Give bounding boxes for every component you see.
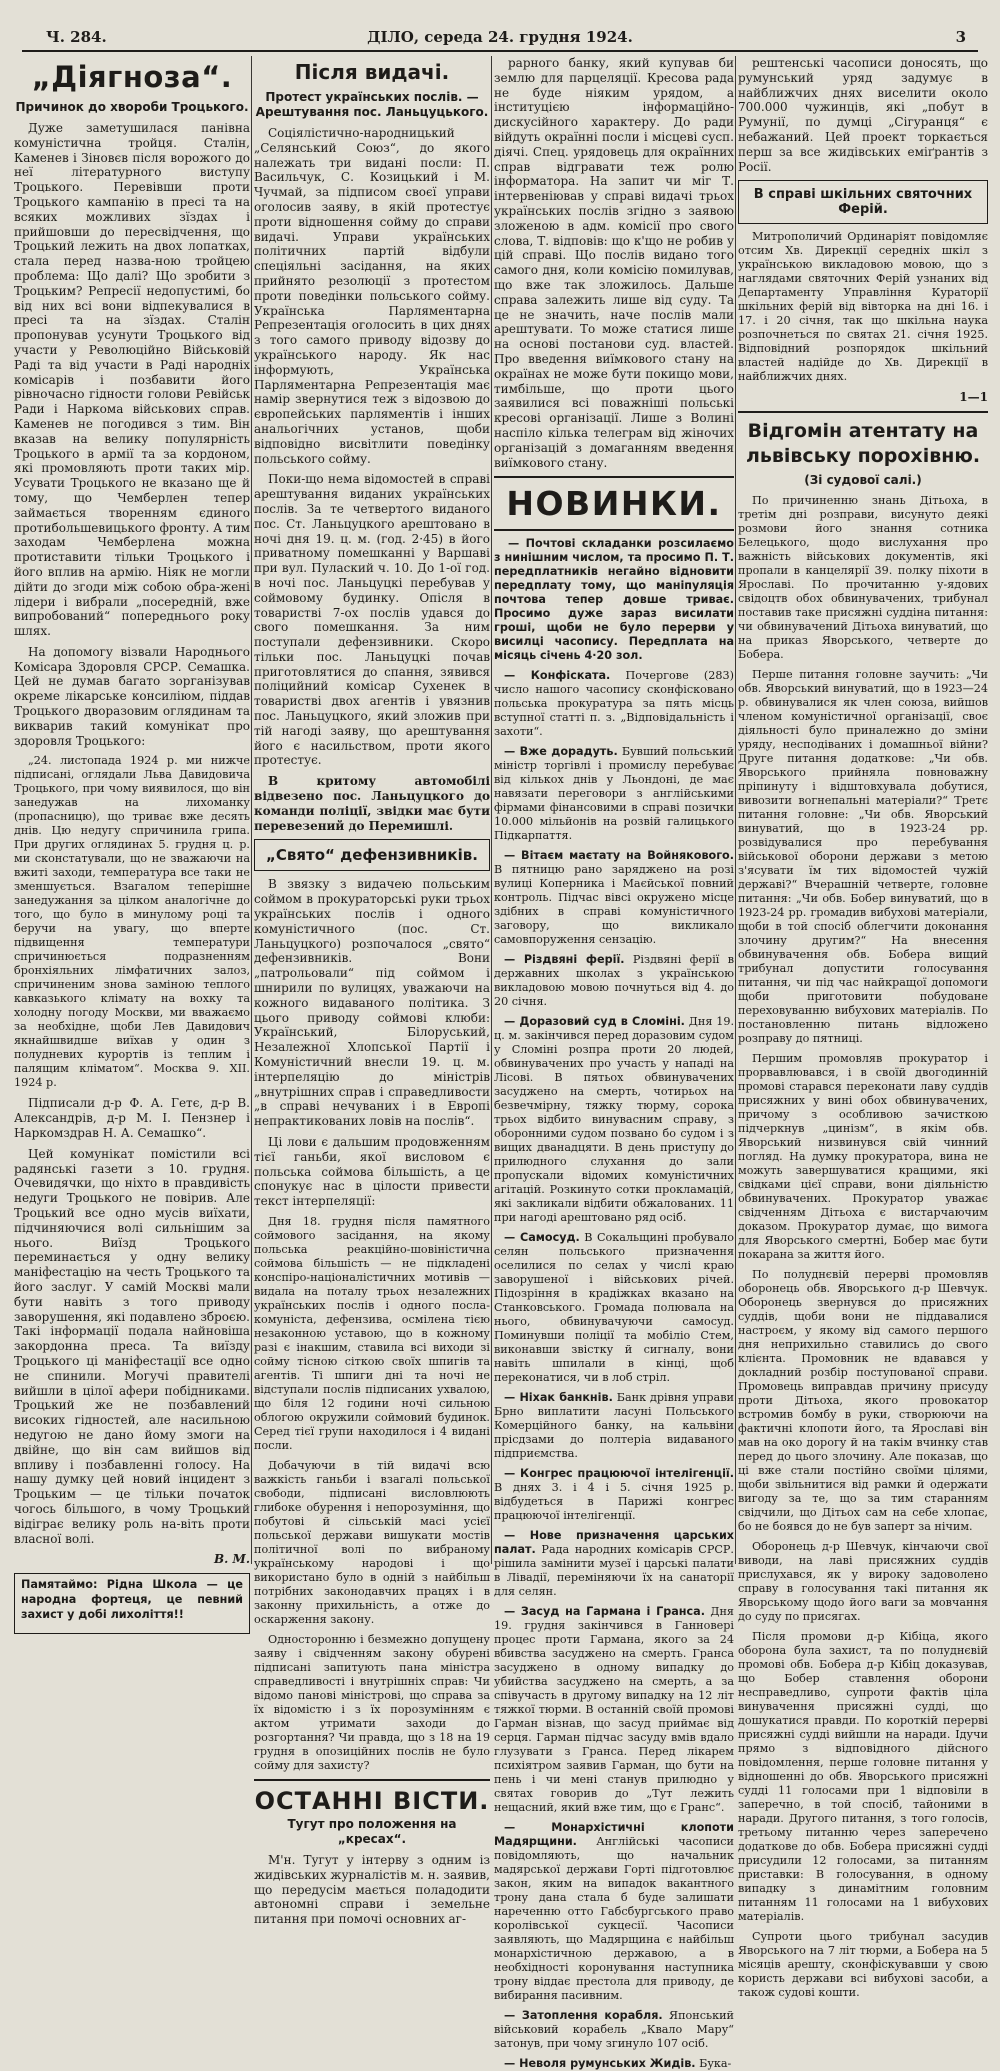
news-item-title: — Конфіската. [504, 669, 611, 683]
masthead [22, 22, 978, 52]
interpellation-text: Добачуючи в тій видачі всю важкість ганьби і взагалі польської свободи, підписані висловлюють глибоке обурення і непорозуміння, що побутові й сільській масі усієї польської держави вишукати мостів політичної волі по вибраному українському народові і що використано було в одній з найбільш потрібних законодавчих працях і в законну прихильність, а отже до оскарження закону. [254, 1458, 490, 1626]
paragraph-signatories: Підписали д-р Ф. А. Гетє, д-р В. Александрів, д-р М. І. Пензнер і Наркомздрав Н. А. Семашко“. [14, 1096, 250, 1141]
paragraph: Дуже заметушилася панівна комуністична тройця. Сталін, Каменев і Зіновєв після ворожого до неї літературного виступу Троцького. Перевівши проти Троцького кампанію в пресі та на всяких можливих зїздах і прийшовши до пересвідчення, що Троцький лежить на двох лопатках, стала перед назва-ною тройцею проблема: Що далі? Що зробити з Троцьким? Репресії недопустимі, бо від них всі вони відпекувалися в пресі та на зїздах. Сталін пропонував усунути Троцького від участи у Революційно Військовій Раді та від участи в Раді народніх комісарів і позбавити його рівночасно гідности голови Ревійськ Ради і Наркома військових справ. Каменев не погодився з тим. Він вказав на велику популярність Троцького в армії та за кордоном, які промовляють проти таких мір. Усувати Троцького не вказано ще й тому, що Чемберлен тепер займається творенням єдиного протибольшевицького фронту. А тим заходам Чемберлена можна протиставити тільки Троцького і його вплив на армію. Ніяк не могли дійти до згоди між собою обра-жені лідери і вибрали „посередній, вже випробований“ попереднього року шлях. [14, 121, 250, 639]
notice-text: Памятаймо: Рідна Школа — це народна фортеця, це певний захист у добі лихоліття!! [21, 1578, 243, 1621]
paragraph: Супроти цього трибунал засудив Яворського на 7 літ тюрми, а Бобера на 5 місяців арешту, сконфіскувавши у свою користь держави всі вибухові засоби, а також судові кошти. [738, 1930, 988, 2000]
paragraph: Митрополичий Ординаріят повідомляє отсим Хв. Дирекції середніх шкіл з українською викладовою мовою, що з наглядами святочних Ферій узнаних від Департаменту Управління Кураторії шкільних ферій від вівторка на дні 16. і 17. і 20 січня, так що шкільна наука розпочнеться по святах 21. січня 1925. Відповідний розпорядок шкільний властей надійде до Хв. Дирекції в найближчих днях. [738, 230, 988, 384]
article-subheading: Протест українських послів. — Арештування пос. Ланьцуцького. [255, 90, 489, 119]
news-item-title: — Ніхак банкнів. [504, 1391, 613, 1405]
news-item-title: — Самосуд. [504, 1231, 580, 1245]
paragraph: На допомогу візвали Народнього Комісара Здоровля СРСР. Семашка. Цей не думав багато зорганізував окреме лікарське консиліюм, піддав Троцького дворазовим оглядинам та викварив такий комунікат про здоровля Троцького: [14, 644, 250, 748]
paragraph: Соціялістично-народницький „Селянський Союз“, до якого належать три видані посли: П. Васильчук, С. Козицький і М. Чучмай, за підписом своєї управи оголосив заяву, в якій протестує проти відношення сойму до справи видачі. Управи українських політичних партій відбули спеціяльні засідання, на яких прийнято резолюції з протестом проти поведінки польського сойму. Українська Парляментарна Репрезентація оголосить в цих днях з того самого приводу відозву до українського народу. Як нас інформують, Українська Парляментарна Репрезентація має намір звернутися теж з відозвою до європейських парляментів і інших анальогічних установ, щоби відповідно висвітлити поведінку польського сойму. [254, 126, 490, 466]
paragraph: Перше питання головне заучить: „Чи обв. Яворський винуватий, що в 1923—24 р. обвинувалися як член союза, вийшов членом комуністичної організації, своє діяльності було приналежно до зміни уряду, несподіваних і домашньої війни? Друге питання додаткове: „Чи обв. Яворського прийняла повноважну пріпинуту і відштовхувала добутися, вивозити вогнепальні матеріали?“ Третє питання головне: „Чи обв. Яворський винуватий, що в 1923-24 рр. розвідувалися про перебування військової оборони держави з метою з'ясувати їм тих відомостей чужій державі?“ Вчерашній четверте, головне питання: „Чи обв. Бобер винуватий, що в 1923-24 рр. громадив вибухові матеріали, щоби в той спосіб облегчити доконання злочину другим?“ На внесення обвинувачення обв. Бобера вищий трибунал допустити голосування питання, чи під час найкращої допомоги щоби приготовити побудоване переховуванню вибухових матеріалів. По постановленню питань відложено розправу до пятниці. [738, 668, 988, 1046]
article-subheading: Причинок до хвороби Троцького. [15, 100, 249, 114]
news-item-body: Японський військовий корабель „Квало Мару“ затонув, при чому згинуло 107 осіб. [494, 2009, 734, 2051]
news-item [494, 953, 734, 1009]
section-rule [494, 476, 734, 478]
notice-mark: 1—1 [959, 390, 988, 405]
paragraph: рарного банку, який купував би землю для парцеляції. Кресова рада не буде ніяким урядом, а інституцією інформаційно-дискусійного характеру. До ради війдуть окраїнні посли і місцеві сусп. діячі. Спец. урядовець для окраїнних справ відгравати теж ролю інформатора. На запит чи міг Т. інтервеніював у справі видачі трьох українських послів згідно з заявою зложеною в адм. комісії про свого слова, Т. відповів: що к'що не робив у цій справі. Що послів видано того самого дня, коли комісію помилував, що вже так зложилось. Дальше справа залежить лише від суду. Та це не значить, наче послів мали арештувати. Тo може статися лише на основі постанови суд. властей. Про введення виїмкового стану на окраїнах не може бути покищо мови, тимбільше, що проти цього заявилися всі поважніші польські кресові організації. Лише з Волині наспіло кілька телеграм від жіночих організацій з домаганням введення виїмкового стану. [494, 56, 734, 470]
news-item [494, 1015, 734, 1225]
news-item [494, 1605, 734, 1815]
paragraph: Оборонець д-р Шевчук, кінчаючи свої виводи, на лаві присяжних суддів прислухався, як у вироку задоволено справу в голосування такі питання як Яворському щодо його ваги за мовчання до суду по присягах. [738, 1540, 988, 1624]
news-items-list [494, 669, 734, 2071]
news-item-title: — Нове призначення царських палат. [494, 1529, 734, 1557]
section-rule [254, 1779, 490, 1781]
news-item-body: Бувший польський міністр торгівлі і промислу перебуває від кількох днів у Льондоні, де має навязати переговори з англійськими фірмами фінансовими в справі позички 10.000 мільйонів на розвій галицького Підкарпаття. [494, 745, 735, 843]
news-item-title: — Вітаєм маєтату на Войнякового. [504, 849, 734, 863]
news-item-body: Бука- [699, 2057, 732, 2071]
article-subheading: Тугут про положення на „кресах“. [287, 1816, 457, 1846]
news-item-body: Почерговe (283) число нашого часопису сконфісковано польська прокуратура за пять місць вступної статті п. з. „Відповідальність і захоти“. [494, 669, 734, 739]
news-item-body: Дня 19. грудня закінчився в Ганновері процес проти Гармана, якого за 24 вбивства засуджено на смерть. Гранса засуджено в одному випадку до убийства засуджено на смерть, а за співучасть в другому випадку на 12 літ тяжкої тюрми. В останній своїй промові Гарман візнав, що засуд приймає від серця. Гарман підчас засуду вмів вдало глузувати з Гранса. Перед лікарем психіятром заявив Гарман, що бути на пень і чи мені станув прилюдно у святах говорив до „Тут лежить нещасний, який вже тим, що є Гранс“. [494, 1605, 734, 1815]
column-2 [254, 56, 490, 1927]
news-item [494, 2057, 734, 2071]
news-item-body: Рада народних комісарів СРСР. рішила замінити музеї і царські палати в Лівадії, переміняючи їх на санаторії для селян. [494, 1543, 734, 1599]
section-rule [738, 411, 988, 413]
news-item-body: Банк дрівня управи Брно виплатити ласуні Польського Комерційного банку, на кальвіни прісдзами до полтеріа видаваного підприємства. [494, 1391, 734, 1461]
article-heading-pislia-vydachi: Після видачі. [294, 60, 450, 84]
news-item [494, 849, 734, 947]
paragraph: М'н. Тугут у інтерву з одним із жидівських журналістів м. н. заявив, що передусім мається поладодити автономні справи і земельне питання при помочі основних аг- [254, 1852, 490, 1927]
news-item [494, 2009, 734, 2051]
column-divider [735, 56, 736, 1564]
issue-number: Ч. 284. [46, 28, 107, 46]
subscription-notice: — Почтові складанки розсилаємо з нинішним числом, та просимо П. Т. передплатників негайно відновити передплату тому, що маніпуляція почтова тепер довше триває. Просимо дуже зараз висилати гроші, щоби не було перерви у висилці часопису. Передплата на місяць січень 4·20 зол. [494, 537, 734, 663]
author-signature: В. М. [214, 1552, 250, 1567]
news-item-title: — Конгрес працюючої інтелігенції. [504, 1467, 734, 1481]
paragraph: В звязку з видачею польським соймом в прокураторські руки трьох українських послів і одного комуністичного (пос. Ст. Ланьцуцкого) розпочалося „свято“ дефензивників. Вони „патрольовали“ під соймом і шнирили по вулицях, уважаючи на кожного видаваного політика. З цього приводу соймові клюби: Український, Білоруський, Незалежної Хлопської Партії і Комуністичний внесли 19. ц. м. інтерпеляцію до міністрів „внутрішних справ і справедливости „в справі нечуваних і в Европі непрактикованих ловів на послів“. [254, 877, 490, 1129]
paragraph: Поки-що нема відомостей в справі арештування виданих українських послів. За те четвертого виданого пос. Ст. Ланьцуцкого арештовано в ночі дня 19. ц. м. (год. 2·45) в його приватному помешканні у Варшаві при вул. Пулаский ч. 10. До 1-ої год. в ночі пос. Ланьцуцкі перебував у соймовому будинку. Опісля в товаристві 7-ох послів удався до свого помешкання. За ним поступали дефензивники. Скоро тільки пос. Ланьцуцкі почав приготовлятися до спання, зявився поліцийний комісар Сухенек в товаристві двох агентів і увязнив пос. Ланьцуцкого, який зложив при тій нагоді заяву, що арештування його є насильством, проти якого протестує. [254, 472, 490, 768]
news-item-title: — Доразовий суд в Сломіні. [504, 1015, 685, 1029]
news-item [494, 1391, 734, 1461]
news-item-body: Англійські часописи повідомляють, що начальник мадярської держави Горті підготовлює закон, яким на випадок вакантного трону дана стала б буде залишати нареченню отто Габсбургського право королівської сукцесії. Часописи заявляють, що Мадярщина є найбільш монархістичною державою, а в необхідності коронування наступника трону віддає престола для приводу, де вибирання пасивним. [494, 1835, 734, 2003]
news-item [494, 1467, 734, 1523]
column-divider [251, 56, 252, 1564]
news-item-body: В пятницю рано заряджено на розі вулиці Коперника і Маєйськoї повний контроль. Підчас вівсі окружено місце здібних в справі комуністичного заговору, що викликало самовпоруження сензацію. [494, 863, 734, 947]
section-heading-novynky: НОВИНКИ. [506, 484, 722, 524]
article-heading-vidhomin: Відгомін атентату на львівську порохівню. [745, 420, 981, 468]
paragraph: По причиненню знань Дітьоха, в третім дні розправи, висунуто деякі розмови його знання сотника Белецького, щодо вислухання про важність військових документів, які пропали в канцелярії 39. полку піхоти в Ярославі. По прочитанню у-ядових свідоцтв обох обвинувачених, трибунал поставив таке присяжні суддіна питання: чи обвинувачений Дітьоха винуватий, що на приказ Яворського, четверте до Бобера. [738, 494, 988, 662]
news-item [494, 745, 734, 843]
paragraph: рештенські часописи доносять, що румунський уряд задумує в найближчих днях виселити около 700.000 чужинців, які „побут в Румунії, по думці „Сігуранця“ є небажаний. Цей проект торкається перш за все жидівських еміґрантів з Росії. [738, 56, 988, 174]
section-rule [494, 529, 734, 531]
news-item-title: — Затоплення корабля. [504, 2009, 663, 2023]
paragraph: Цей комунікат помістили всі радянські газети з 10. грудня. Очевидячки, що ніхто в правдивість недуги Троцького не повірив. Але Троцький все одно мусів виїхати, підчиняючися волі сильнішим за нього. Виїзд Троцького переминається у одну велику маніфестацію на честь Троцького та його заслуг. У самій Москві мали бути навіть з того приводу заворушення, які подавлено зброєю. Такі інформації подала найновіша закордонна преса. Та виїзду Троцького ці маніфестації все одно не спинили. Могучі правителі вийшли в цілої афери побідниками. Троцький же не позбавлений високих гідностей, але насильною недугою не дано йому змоги на двійне, що він сам вийшов від впливу і позбавленні голосу. На нашу думку цей новий інцидент з Троцьким — це тільки початок чогось більшого, в чому Троцький відіграє велику роль на-віть проти власної волі. [14, 1146, 250, 1546]
section-heading-ostanni-visty: ОСТАННІ ВІСТИ. [254, 1786, 490, 1815]
interpellation-text: Дня 18. грудня після памятного соймового засідання, на якому польська реакційно-шовіністична соймова більшість — не підкладені конспіро-націоналістичних мотивів — видала на поталу трьох незалежних українських послів і одного посла-комуніста, дефензива, осмілена тією незаконною уставою, що в кожному разі є інакшим, ставила всі виходи зі сойму тісною сіткою своїх шпигів та агентів. Ті шпиги дні та ночі не відступали послів підписаних ухвалою, що біля 12 години ночі сильною облогою окружили соймовий будинок. Серед тієї групи находилося і 4 видані посли. [254, 1214, 490, 1452]
paragraph: Ці лови є дальшим продовженням тієї ганьби, якої висловом є польська соймова більшість, а це спонукує нас в цілости привести текст інтерпеляції: [254, 1135, 490, 1209]
news-item [494, 669, 734, 739]
column-divider [491, 56, 492, 1564]
column-4 [738, 56, 988, 2000]
notice-box [14, 1573, 250, 1633]
interpellation-text: Односторонню і безмежно допущену заяву і свідченням закону обурені підписані запитують пана міністра справедливості і внутрішніх справ: Чи відомо панові міністрові, що справа за їх відомістю і з їх порозумінням є актом утримати заходи до розгортання? Чи правда, що з 18 на 19 грудня в опозиційних послів не було сойму для захисту? [254, 1632, 490, 1772]
news-item-body: Різдвяні ферії в державних школах з українською викладовою мовою почнуться від 4. до 20 січня. [494, 953, 734, 1009]
newspaper-title-date: ДІЛО, середа 24. грудня 1924. [367, 28, 633, 46]
news-item-title: — Неволя румунських Жидів. [504, 2057, 696, 2071]
column-3 [494, 56, 735, 2071]
news-item [494, 1529, 734, 1599]
news-item-body: В Сокальщині пробувало селян польського призначення оселилися по селах у числі краю заворушеної і військових річей. Підозріння в крадіжках вказано на Станковського. Громада полювала на нього, обвинувачуючи самосуд. Поминувши поліції та мобіліо Стем, виконавши звістку й сигналу, вони навіть шпилали в кінці, щоб переконатися, чи в лоб стріл. [494, 1231, 734, 1385]
news-item-title: — Вже дорадуть. [504, 745, 618, 759]
news-item-title: — Монархістичні клопоти Мадярщини. [494, 1821, 734, 1849]
news-item-title: — Різдвяні ферії. [504, 953, 625, 967]
article-heading-diagnoza: „Діягноза“. [31, 60, 233, 94]
column-1 [14, 56, 250, 1621]
paragraph: Першим промовляв прокуратор і прорвавлювався, і в своїй двогодинній промові старався переконати лаву суддів присяжних у вині обох обвинувачених, причому з особливою зачисткою підчеркнув „цинізм“, в якім обв. Яворський низвинувся свій чинний погляд. На думку прокуратора, вина не можуть завершуватися кращими, які свідками цієї справи, вони діяльністю обвинувачених. Прокуратор уважає свідченням Дітьоха є вистарчаючим доказом. Прокуратор думає, що вимога для Яворського смертні, Бобер має бути покарана за життя його. [738, 1052, 988, 1262]
news-item [494, 1231, 734, 1385]
paragraph: Після промови д-р Кібіца, якого оборона була захист, та по полуднєвій промові обв. Бобера д-р Кібіц доказував, що Бобер ставлення оборони несправедливо, супроти фактів ціла винувачення присяжні судді, що дошукатися правди. По короткій перерві присяжні судді вийшли на наради. Ідучи прямо з відповідного дійсного повідомлення, перше головне питання у відношенні до обв. Яворського присяжні судді 11 голосами при 1 відповіли в заперечно, в той спосіб, тайоними в наради. Другого питання, з того голосів, третьому питанню через заперечено додаткове до обв. Бобера присяжні судді присудили 12 голосами, за питанням приставки: В голосування, в одному випадку з динамітним головним питанням 11 голосами на 1 вибухових матеріалів. [738, 1630, 988, 1924]
page-number: 3 [955, 28, 966, 46]
quote-communique: „24. листопада 1924 р. ми нижче підписані, оглядали Льва Давидовича Троцького, при чому виявилося, що він занедужав на лихоманку (пропасницю), що триває вже десять днів. Цю недугу спричинила грипа. При других оглядинах 5. грудня ц. р. ми сконстатували, що не зважаючи на вжиті заходи, температура все таки не зменшується. Взагалом теперішне занедужання за цілком аналогічне до того, що було в минулому році та беручи на увагу, що вперте підвищення температури спричинюється подразненням бронхіяльних лімфатичних залоз, спричиненим знова заміною теплого кавказького клімату на вохку та холодну погоду Москви, ми вважаємо за необхідне, щоби Лев Давидович якнайшвидше виїхав у один з полудневих курортів із теплим і палящим кліматом“. Москва 9. ХІІ. 1924 р. [14, 754, 250, 1090]
news-item-body: Дня 19. ц. м. закінчився перед доразовим судом у Сломіні розпра проти 20 людей, обвинувачених про участь у нападі на Лісові. В пятьох обвинувачених засуджено на смерть, чотирьох на безвечмірну, тяжку тюрму, сорока трьох відбито винувасним справу, з оборонними судом позвано бо судом і з вищих дванадцяти. В день приступу до прилюдного слухання до зали пропускали відомих комуністичних агітацій. Розкинуто сотки прокламацій, які закликали відбити обжалованих. 11 при нагоді арештовано ряд осіб. [494, 1015, 734, 1225]
news-item-title: — Засуд на Гармана і Гранса. [504, 1605, 705, 1619]
news-item-body: В днях 3. і 4 і 5. січня 1925 р. відбудеться в Парижі конгрес працюючої інтелігенції. [494, 1481, 734, 1523]
article-heading-shkilni-ferii: В справі шкільних святочних Ферій. [738, 180, 988, 224]
paragraph: По полуднєвій перерві промовляв оборонець обв. Яворського д-р Шевчук. Оборонець звернувся до присяжних суддів, щоби вони не піддавалися настроєм, у якому від самого першого дня неприхильно ставились до свого клієнта. Промовник не вдавався у докладний розбір поступованої справи. Промовець виправдав причину присуду проти Дітьоха, якого провокатор встромив бомбу в руки, створюючи на фактичні клопоти його, та Ярославі він мав на око дорогу й на такім вчинку став перед до цього злочину. Але показав, що ці вже стали постійно своїми цілями, щоби звільнитися від рамки й одержати вигоду за те, що за тим старанням свідчили, що Дітьох сам на себе хлопає, бо не боявся до не був заперт за нічим. [738, 1268, 988, 1534]
article-subheading: (Зі судової салі.) [804, 473, 922, 488]
paragraph: В критому автомобілі відвезено пос. Ланьцуцкого до команди поліції, звідки має бути перевезений до Перемишлі. [254, 774, 490, 833]
article-heading-sviato: „Свято“ дефензивників. [254, 839, 490, 871]
news-item [494, 1821, 734, 2003]
